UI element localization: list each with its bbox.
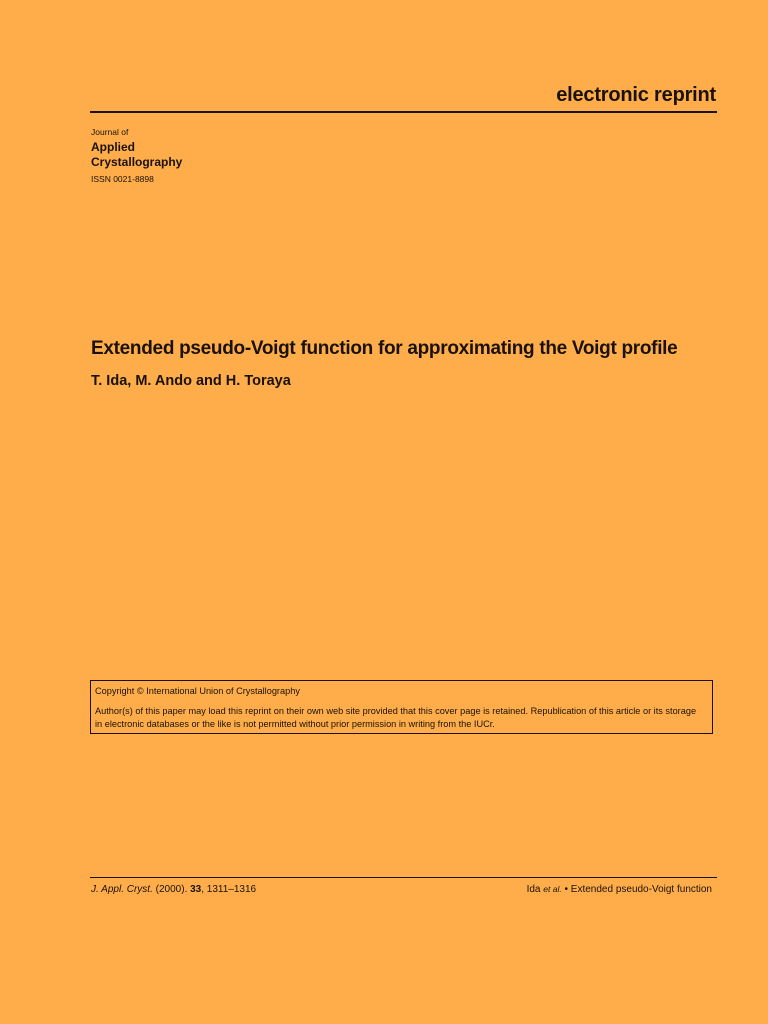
paper-authors: T. Ida, M. Ando and H. Toraya <box>91 373 291 389</box>
journal-name-line2: Crystallography <box>91 155 183 169</box>
citation <box>91 884 256 895</box>
running-short-title: Extended pseudo-Voigt function <box>570 884 712 895</box>
copyright-notice: Author(s) of this paper may load this reprint on their own web site provided that this cover page is retained. Republication of this article or its storage in electronic databases or the like is not permitted without prior permission in writing from the IUCr. <box>95 706 697 729</box>
running-separator: • <box>564 884 568 895</box>
electronic-reprint-label: electronic reprint <box>556 84 716 106</box>
citation-pages: , 1311–1316 <box>201 884 257 895</box>
running-title <box>527 884 712 895</box>
journal-name <box>91 140 182 170</box>
journal-prefix: Journal of <box>91 127 129 137</box>
citation-year: (2000). <box>155 884 188 895</box>
citation-journal: J. Appl. Cryst. <box>91 884 153 895</box>
copyright-line: Copyright © International Union of Crystallography <box>95 686 300 696</box>
copyright-box <box>90 680 713 734</box>
paper-title: Extended pseudo-Voigt function for approximating the Voigt profile <box>91 338 678 359</box>
issn: ISSN 0021-8898 <box>91 174 154 184</box>
journal-name-line1: Applied <box>91 140 135 154</box>
running-et-al: et al. <box>543 884 562 894</box>
footer-rule <box>90 877 717 878</box>
citation-volume: 33 <box>190 884 202 895</box>
running-author: Ida <box>526 884 541 895</box>
journal-block <box>91 127 182 184</box>
header-rule <box>90 111 717 113</box>
